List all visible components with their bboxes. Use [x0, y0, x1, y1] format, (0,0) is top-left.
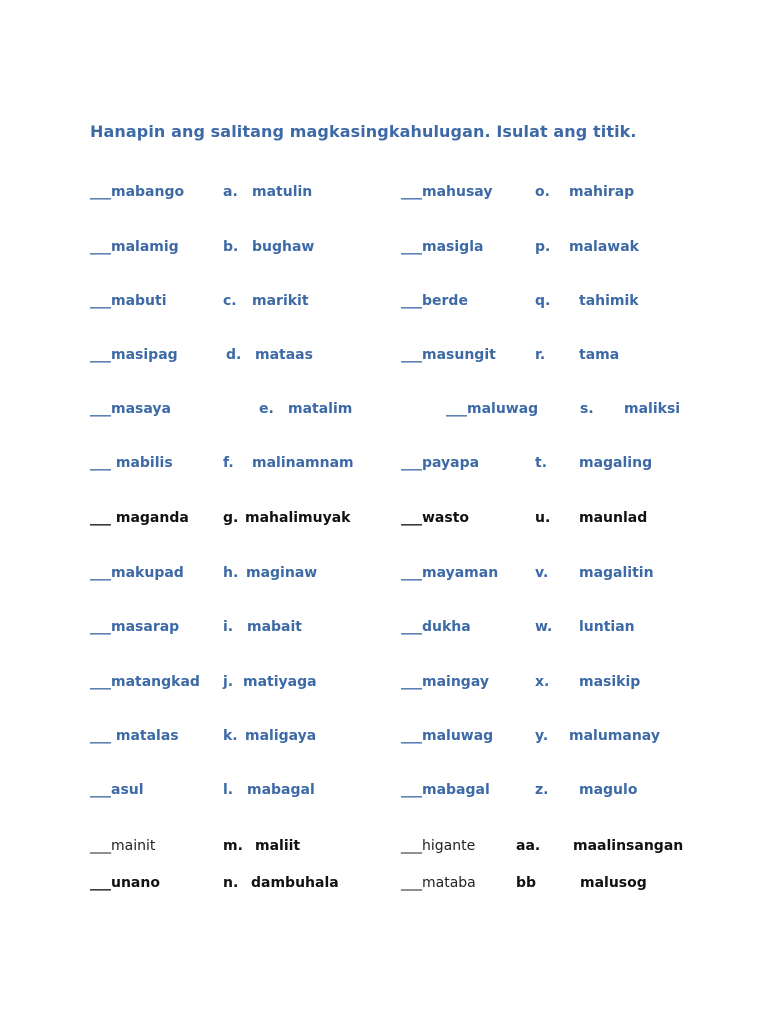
left-word: ___unano	[90, 875, 160, 891]
left-choice	[223, 510, 351, 526]
choice-word: matiyaga	[243, 674, 317, 690]
choice-letter: k.	[223, 728, 238, 744]
right-choice	[535, 239, 639, 255]
left-word: ___ matalas	[90, 728, 179, 744]
worksheet-title: Hanapin ang salitang magkasingkahulugan. Isulat ang titik.	[90, 122, 637, 141]
choice-word: magulo	[579, 782, 638, 798]
choice-word: maalinsangan	[573, 838, 684, 854]
choice-letter: j.	[223, 674, 234, 690]
match-row	[0, 293, 768, 317]
choice-word: magaling	[579, 455, 653, 471]
choice-word: mataas	[255, 347, 313, 363]
choice-word: maliksi	[624, 401, 681, 417]
right-word: ___masungit	[401, 347, 496, 363]
choice-word: bughaw	[252, 239, 315, 255]
choice-letter: g.	[223, 510, 239, 526]
left-choice	[223, 838, 300, 854]
right-choice	[535, 674, 640, 690]
choice-letter: l.	[223, 782, 234, 798]
choice-word: mahirap	[569, 184, 635, 200]
left-word: ___mainit	[90, 838, 156, 854]
choice-letter: t.	[535, 455, 548, 471]
left-word: ___masarap	[90, 619, 180, 635]
choice-letter: a.	[223, 184, 238, 200]
choice-word: dambuhala	[251, 875, 339, 891]
left-word: ___mabuti	[90, 293, 167, 309]
choice-letter: s.	[580, 401, 594, 417]
right-word: ___mayaman	[401, 565, 499, 581]
right-word: ___mabagal	[401, 782, 490, 798]
left-choice	[223, 455, 354, 471]
match-row	[0, 674, 768, 698]
choice-letter: h.	[223, 565, 239, 581]
choice-letter: u.	[535, 510, 551, 526]
left-word: ___mabango	[90, 184, 185, 200]
choice-word: magalitin	[579, 565, 654, 581]
match-row	[0, 728, 768, 752]
choice-word: maginaw	[246, 565, 318, 581]
choice-word: malinamnam	[252, 455, 354, 471]
choice-word: malusog	[580, 875, 647, 891]
left-choice	[223, 293, 309, 309]
right-word: ___maluwag	[401, 728, 494, 744]
match-row	[0, 565, 768, 589]
choice-letter: n.	[223, 875, 239, 891]
choice-letter: aa.	[516, 838, 541, 854]
left-word: ___ maganda	[90, 510, 189, 526]
match-row	[0, 239, 768, 263]
right-choice	[535, 293, 639, 309]
choice-word: mabagal	[247, 782, 315, 798]
choice-letter: o.	[535, 184, 550, 200]
match-row	[0, 838, 768, 862]
choice-word: maliit	[255, 838, 301, 854]
right-choice	[535, 782, 637, 798]
choice-word: marikit	[252, 293, 309, 309]
choice-word: masikip	[579, 674, 641, 690]
choice-letter: x.	[535, 674, 550, 690]
choice-letter: e.	[259, 401, 274, 417]
choice-letter: p.	[535, 239, 551, 255]
right-choice	[535, 455, 652, 471]
match-row	[0, 184, 768, 208]
left-choice	[259, 401, 352, 417]
right-word: ___maingay	[401, 674, 489, 690]
left-choice	[223, 875, 339, 891]
match-row	[0, 875, 768, 899]
left-choice	[223, 674, 317, 690]
right-choice	[535, 347, 619, 363]
choice-letter: y.	[535, 728, 549, 744]
choice-word: mahalimuyak	[245, 510, 351, 526]
choice-letter: z.	[535, 782, 549, 798]
choice-letter: i.	[223, 619, 234, 635]
right-word: ___maluwag	[446, 401, 539, 417]
left-word: ___makupad	[90, 565, 184, 581]
choice-word: maligaya	[245, 728, 317, 744]
left-choice	[223, 565, 317, 581]
choice-word: luntian	[579, 619, 635, 635]
left-word: ___masipag	[90, 347, 178, 363]
right-word: ___dukha	[401, 619, 471, 635]
right-choice	[535, 510, 647, 526]
choice-letter: b.	[223, 239, 239, 255]
match-row	[0, 619, 768, 643]
choice-letter: m.	[223, 838, 243, 854]
right-word: ___masigla	[401, 239, 484, 255]
choice-word: tama	[579, 347, 620, 363]
right-word: ___mahusay	[401, 184, 493, 200]
right-word: ___mataba	[401, 875, 476, 891]
choice-letter: bb	[516, 875, 537, 891]
right-word: ___berde	[401, 293, 468, 309]
left-choice	[223, 782, 315, 798]
match-row	[0, 510, 768, 534]
left-word: ___malamig	[90, 239, 179, 255]
right-word: ___payapa	[401, 455, 480, 471]
left-choice	[226, 347, 313, 363]
left-word: ___masaya	[90, 401, 171, 417]
choice-word: matulin	[252, 184, 313, 200]
match-row	[0, 455, 768, 479]
choice-letter: q.	[535, 293, 551, 309]
choice-word: matalim	[288, 401, 353, 417]
choice-word: tahimik	[579, 293, 639, 309]
left-choice	[223, 239, 314, 255]
left-word: ___asul	[90, 782, 144, 798]
right-word: ___wasto	[401, 510, 470, 526]
left-choice	[223, 619, 302, 635]
choice-word: malawak	[569, 239, 639, 255]
choice-word: mabait	[247, 619, 302, 635]
right-choice	[535, 565, 654, 581]
match-row	[0, 401, 768, 425]
left-word: ___ mabilis	[90, 455, 173, 471]
right-choice	[580, 401, 680, 417]
choice-letter: f.	[223, 455, 234, 471]
match-row	[0, 782, 768, 806]
match-row	[0, 347, 768, 371]
right-choice	[535, 619, 635, 635]
choice-word: malumanay	[569, 728, 660, 744]
choice-letter: d.	[226, 347, 242, 363]
right-choice	[516, 838, 683, 854]
left-word: ___matangkad	[90, 674, 200, 690]
right-word: ___higante	[401, 838, 476, 854]
choice-word: maunlad	[579, 510, 648, 526]
choice-letter: r.	[535, 347, 546, 363]
right-choice	[516, 875, 647, 891]
left-choice	[223, 184, 312, 200]
choice-letter: c.	[223, 293, 237, 309]
left-choice	[223, 728, 316, 744]
right-choice	[535, 184, 634, 200]
right-choice	[535, 728, 660, 744]
choice-letter: v.	[535, 565, 549, 581]
choice-letter: w.	[535, 619, 553, 635]
